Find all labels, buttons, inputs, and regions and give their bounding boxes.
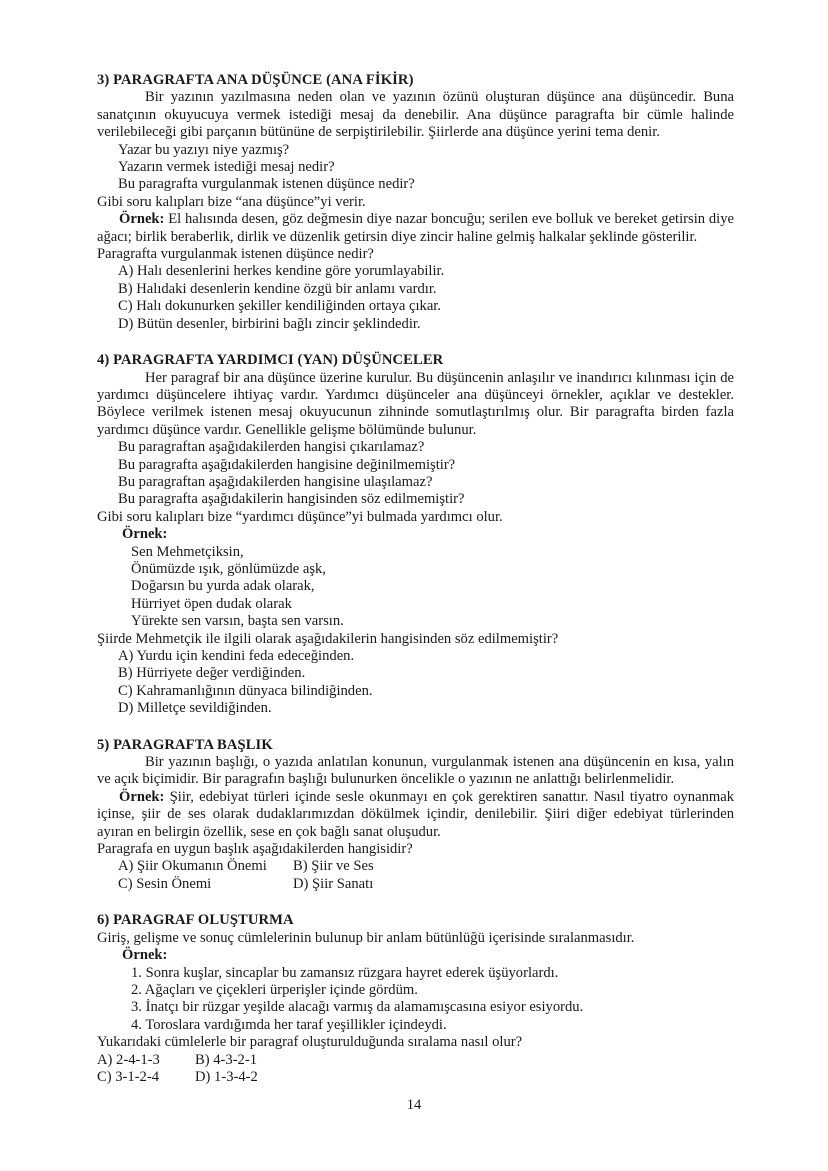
example-label: Örnek: bbox=[119, 211, 165, 228]
poem-line: Sen Mehmetçiksin, bbox=[131, 543, 244, 560]
page-content bbox=[97, 72, 734, 1086]
example-question: Şiirde Mehmetçik ile ilgili olarak aşağıdakilerin hangisinden söz edilmemiştir? bbox=[97, 630, 559, 647]
answer-option-a[interactable]: A) Halı desenlerini herkes kendine göre yorumlayabilir. bbox=[118, 263, 445, 280]
answer-option-a[interactable]: A) Şiir Okumanın Önemi bbox=[118, 858, 267, 875]
example-question: Paragrafa en uygun başlık aşağıdakilerden hangisidir? bbox=[97, 841, 413, 858]
answer-option-d[interactable]: D) 1-3-4-2 bbox=[195, 1068, 258, 1085]
answer-option-c[interactable]: C) Sesin Önemi bbox=[118, 875, 212, 892]
section-heading: 3) PARAGRAFTA ANA DÜŞÜNCE (ANA FİKİR) bbox=[97, 72, 414, 88]
section-heading: 4) PARAGRAFTA YARDIMCI (YAN) DÜŞÜNCELER bbox=[97, 352, 444, 369]
example-text: Şiir, edebiyat türleri içinde sesle okunmayı en çok gerektiren sanattır. Nasıl tiyatro oynanmak içinse, şiir de ses olarak dudaklarımızdan dökülmek içindir, denilebilir. Şiiri diğer edebiyat türlerinden ayıran en belirgin özellik, sese en çok bağlı sanat oluşudur. bbox=[97, 788, 735, 840]
poem-line: Önümüzde ışık, gönlümüzde aşk, bbox=[131, 560, 326, 577]
question-pattern: Bu paragrafta vurgulanmak istenen düşünce nedir? bbox=[118, 176, 415, 193]
question-pattern: Bu paragrafta aşağıdakilerden hangisine değinilmemiştir? bbox=[118, 456, 456, 473]
poem-line: Hürriyet öpen dudak olarak bbox=[131, 595, 292, 612]
answer-options-grid bbox=[97, 858, 734, 893]
example-question: Paragrafta vurgulanmak istenen düşünce nedir? bbox=[97, 246, 374, 263]
section-paragrafta-baslik bbox=[97, 737, 734, 894]
answer-option-c[interactable]: C) Kahramanlığının dünyaca bilindiğinden. bbox=[118, 682, 373, 699]
answer-option-c[interactable]: C) 3-1-2-4 bbox=[97, 1068, 160, 1085]
answer-option-d[interactable]: D) Milletçe sevildiğinden. bbox=[118, 700, 272, 717]
example-text: El halısında desen, göz değmesin diye nazar boncuğu; serilen eve bolluk ve bereket getirsin diye ağacı; birlik beraberlik, dirlik ve düzenlik getirsin diye zincir haline gelmiş halkalar şeklinde gösterilir. bbox=[97, 211, 734, 245]
answer-option-b[interactable]: B) Şiir ve Ses bbox=[293, 858, 374, 875]
example-question: Yukarıdaki cümlelerle bir paragraf oluşturulduğunda sıralama nasıl olur? bbox=[97, 1034, 523, 1051]
question-pattern: Yazarın vermek istediği mesaj nedir? bbox=[118, 159, 335, 176]
section-paragrafta-ana-dusunce bbox=[97, 72, 734, 333]
section-heading: 6) PARAGRAF OLUŞTURMA bbox=[97, 912, 294, 929]
numbered-item: 4. Toroslara vardığımda her taraf yeşillikler içindeydi. bbox=[131, 1016, 447, 1033]
numbered-item: 1. Sonra kuşlar, sincaplar bu zamansız rüzgara hayret ederek üşüyorlardı. bbox=[131, 964, 559, 981]
question-pattern: Bu paragraftan aşağıdakilerden hangisine ulaşılamaz? bbox=[118, 473, 433, 490]
section-heading: 5) PARAGRAFTA BAŞLIK bbox=[97, 736, 273, 753]
answer-option-d[interactable]: D) Şiir Sanatı bbox=[293, 875, 374, 892]
section-spacer bbox=[97, 333, 734, 352]
poem-line: Doğarsın bu yurda adak olarak, bbox=[131, 578, 315, 595]
answer-options-grid bbox=[97, 1052, 734, 1087]
example-block bbox=[97, 211, 734, 246]
section-spacer bbox=[97, 893, 734, 912]
section-paragrafta-yardimci-dusunceler bbox=[97, 352, 734, 718]
answer-option-a[interactable]: A) Yurdu için kendini feda edeceğinden. bbox=[118, 648, 355, 664]
answer-option-d[interactable]: D) Bütün desenler, birbirini bağlı zincir şeklindedir. bbox=[118, 315, 421, 332]
section-intro-paragraph: Her paragraf bir ana düşünce üzerine kurulur. Bu düşüncenin anlaşılır ve inandırıcı kılınması için de yardımcı düşüncelere ihtiyaç vardır. Yardımcı düşünceler ana düşünceyi örnekler, açıklar ve destekler. Böylece verilmek istenen mesaj okuyucunun zihninde somutlaştırılmış olur. Bir paragrafta birden fazla yardımcı düşünce vardır. Genellikle gelişme bölümünde bulunur. bbox=[97, 369, 734, 438]
section-paragraf-olusturma bbox=[97, 912, 734, 1086]
example-label: Örnek: bbox=[119, 788, 165, 805]
question-pattern: Bu paragrafta aşağıdakilerin hangisinden söz edilmemiştir? bbox=[118, 491, 465, 508]
numbered-item: 3. İnatçı bir rüzgar yeşilde alacağı varmış da alamamışcasına esiyor esiyordu. bbox=[131, 999, 584, 1016]
pattern-conclusion: Gibi soru kalıpları bize “yardımcı düşünce”yi bulmada yardımcı olur. bbox=[97, 508, 503, 525]
section-intro-paragraph: Giriş, gelişme ve sonuç cümlelerinin bulunup bir anlam bütünlüğü içerisinde sıralanmasıdır. bbox=[97, 929, 635, 946]
section-spacer bbox=[97, 718, 734, 737]
section-intro-paragraph: Bir yazının yazılmasına neden olan ve yazının özünü oluşturan düşünce ana düşüncedir. Buna sanatçının okuyucuya vermek istediği mesaj da denebilir. Ana düşünce paragrafta bir cümle halinde verilebileceği gibi parçanın bütününe de serpiştirilebilir. Şiirlerde ana düşünce yerini tema denir. bbox=[97, 89, 734, 141]
answer-option-b[interactable]: B) Hürriyete değer verdiğinden. bbox=[118, 665, 306, 682]
example-label: Örnek: bbox=[122, 947, 168, 964]
answer-option-c[interactable]: C) Halı dokunurken şekiller kendiliğinden ortaya çıkar. bbox=[118, 298, 442, 315]
answer-option-b[interactable]: B) 4-3-2-1 bbox=[195, 1051, 258, 1068]
page-number: 14 bbox=[406, 1097, 422, 1113]
answer-option-a[interactable]: A) 2-4-1-3 bbox=[97, 1051, 160, 1068]
numbered-item: 2. Ağaçları ve çiçekleri ürperişler içinde gördüm. bbox=[131, 981, 418, 998]
question-pattern: Bu paragraftan aşağıdakilerden hangisi çıkarılamaz? bbox=[118, 439, 425, 456]
pattern-conclusion: Gibi soru kalıpları bize “ana düşünce”yi verir. bbox=[97, 193, 366, 210]
question-pattern: Yazar bu yazıyı niye yazmış? bbox=[118, 141, 290, 158]
section-intro-paragraph: Bir yazının başlığı, o yazıda anlatılan konunun, vurgulanmak istenen ana düşüncenin en kısa, yalın ve açık biçimidir. Bir paragrafın başlığı bulunurken öncelikle o yazının ne anlattığı belirlenmelidir. bbox=[97, 754, 734, 788]
example-label: Örnek: bbox=[122, 526, 168, 543]
answer-option-b[interactable]: B) Halıdaki desenlerin kendine özgü bir anlamı vardır. bbox=[118, 280, 437, 297]
example-block bbox=[97, 789, 734, 841]
poem-line: Yürekte sen varsın, başta sen varsın. bbox=[131, 613, 344, 630]
